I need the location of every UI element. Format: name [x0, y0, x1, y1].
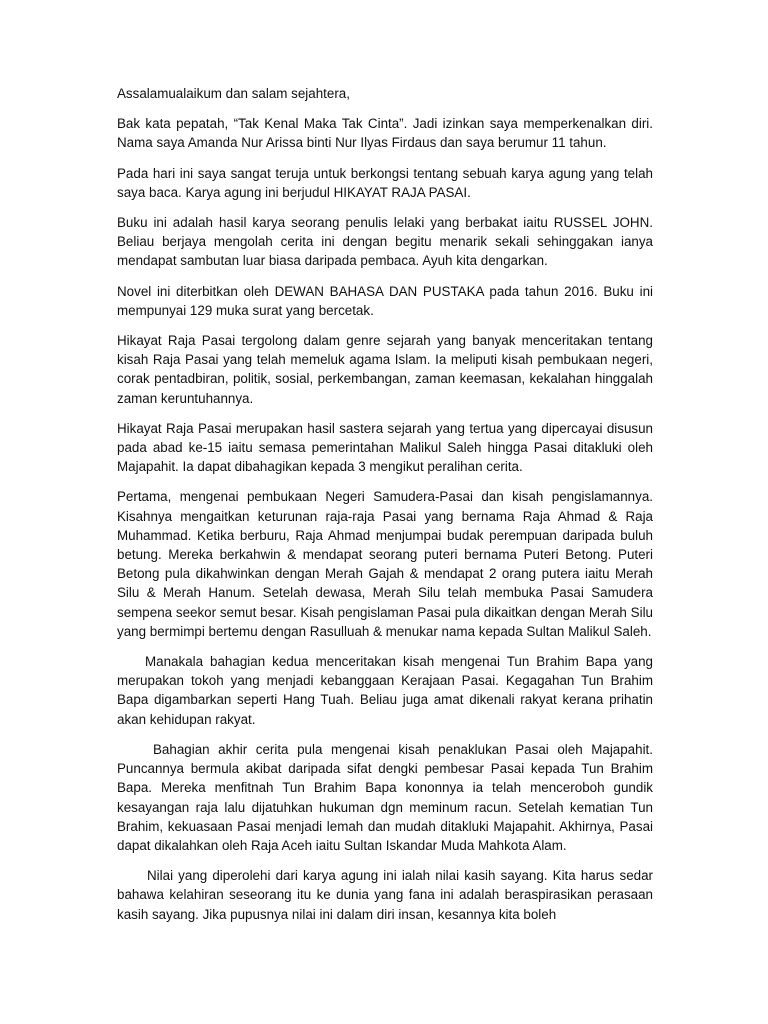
publisher-paragraph: Novel ini diterbitkan oleh DEWAN BAHASA DAN PUSTAKA pada tahun 2016. Buku ini mempunyai 129 muka surat yang bercetak. — [117, 283, 653, 318]
history-paragraph: Hikayat Raja Pasai merupakan hasil sastera sejarah yang tertua yang dipercayai disusun pada abad ke-15 iaitu semasa pemerintahan Malikul Saleh hingga Pasai ditakluki oleh Majapahit. Ia dapat dibahagikan kepada 3 mengikut peralihan cerita. — [117, 420, 653, 475]
introduction-paragraph: Bak kata pepatah, “Tak Kenal Maka Tak Cinta”. Jadi izinkan saya memperkenalkan diri. Nama saya Amanda Nur Arissa binti Nur Ilyas Firdaus dan saya berumur 11 tahun. — [117, 116, 653, 151]
values-paragraph: Nilai yang diperolehi dari karya agung ini ialah nilai kasih sayang. Kita harus sedar bahawa kelahiran seseorang itu ke dunia yang fana ini adalah beraspirasikan perasaan kasih sayang. Jika pupusnya nilai ini dalam diri insan, kesannya kita boleh — [117, 868, 653, 922]
final-part-paragraph: Bahagian akhir cerita pula mengenai kisah penaklukan Pasai oleh Majapahit. Puncannya bermula akibat daripada sifat dengki pembesar Pasai kepada Tun Brahim Bapa. Mereka menfitnah Tun Brahim Bapa kononnya ia telah menceroboh gundik kesayangan raja lalu dijatuhkan hukuman dgn meminum racun. Setelah kematian Tun Brahim, kekuasaan Pasai menjadi lemah dan mudah ditakluki Majapahit. Akhirnya, Pasai dapat dikalahkan oleh Raja Aceh iaitu Sultan Iskandar Muda Mahkota Alam. — [117, 741, 653, 853]
genre-paragraph: Hikayat Raja Pasai tergolong dalam genre sejarah yang banyak menceritakan tentang kisah Raja Pasai yang telah memeluk agama Islam. Ia meliputi kisah pembukaan negeri, corak pentadbiran, politik, sosial, perkembangan, zaman keemasan, kekalahan hinggalah zaman keruntuhannya. — [117, 333, 653, 406]
book-title-paragraph: Pada hari ini saya sangat teruja untuk berkongsi tentang sebuah karya agung yang telah saya baca. Karya agung ini berjudul HIKAYAT RAJA PASAI. — [117, 165, 653, 200]
second-part-paragraph: Manakala bahagian kedua menceritakan kisah mengenai Tun Brahim Bapa yang merupakan tokoh yang menjadi kebanggaan Kerajaan Pasai. Kegagahan Tun Brahim Bapa digambarkan seperti Hang Tuah. Beliau juga amat dikenali rakyat kerana prihatin akan kehidupan rakyat. — [117, 654, 653, 727]
first-part-paragraph: Pertama, mengenai pembukaan Negeri Samudera-Pasai dan kisah pengislamannya. Kisahnya mengaitkan keturunan raja-raja Pasai yang bernama Raja Ahmad & Raja Muhammad. Ketika berburu, Raja Ahmad menjumpai budak perempuan daripada buluh betung. Mereka berkahwin & mendapat seorang puteri bernama Puteri Betong. Puteri Betong pula dikahwinkan dengan Merah Gajah & mendapat 2 orang putera iaitu Merah Silu & Merah Hanum. Setelah dewasa, Merah Silu telah membuka Pasai Samudera sempena seekor semut besar. Kisah pengislaman Pasai pula dikaitkan dengan Merah Silu yang bermimpi bertemu dengan Rasulluah & menukar nama kepada Sultan Malikul Saleh. — [117, 489, 653, 639]
greeting-paragraph: Assalamualaikum dan salam sejahtera, — [117, 86, 350, 101]
document-page — [117, 84, 653, 935]
author-paragraph: Buku ini adalah hasil karya seorang penulis lelaki yang berbakat iaitu RUSSEL JOHN. Beliau berjaya mengolah cerita ini dengan begitu menarik sekali sehinggakan ianya mendapat sambutan luar biasa daripada pembaca. Ayuh kita dengarkan. — [117, 215, 653, 269]
